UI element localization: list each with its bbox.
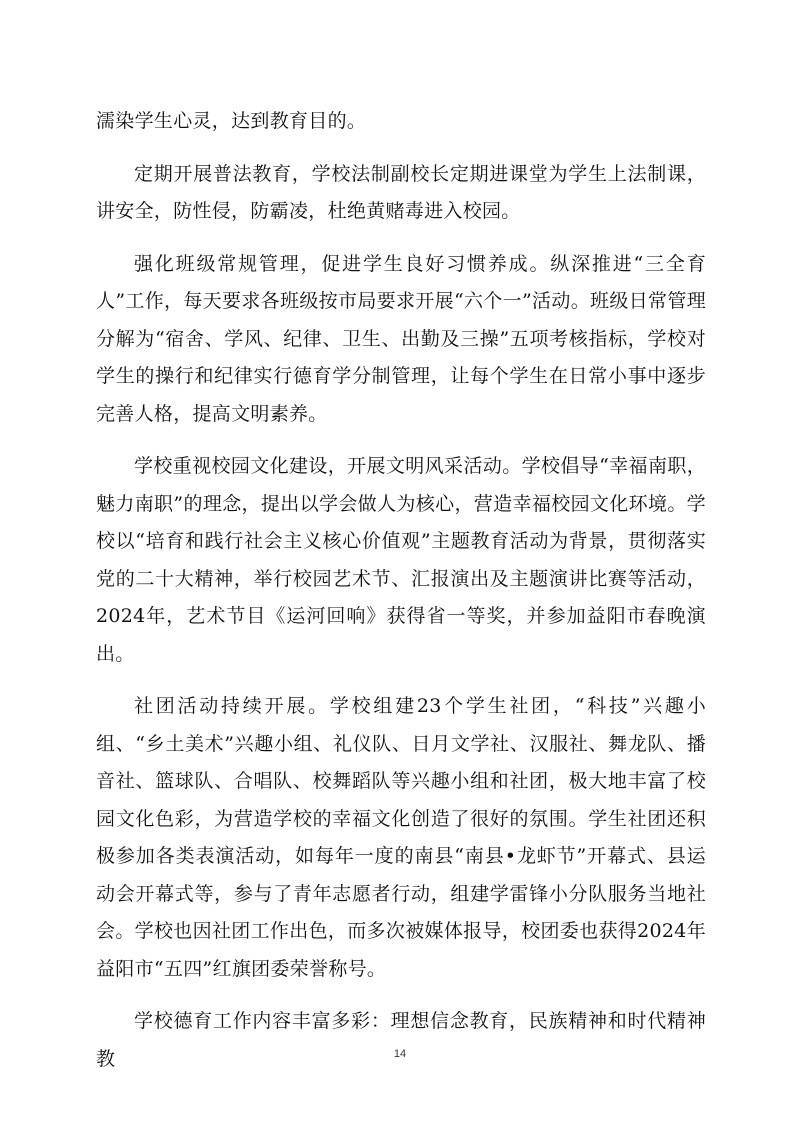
- paragraph-student-clubs: 社团活动持续开展。学校组建23个学生社团，“科技”兴趣小组、“乡土美术”兴趣小组、礼仪队、日月文学社、汉服社、舞龙队、播音社、篮球队、合唱队、校舞蹈队等兴趣小组和社团，极大地丰富了校园文化色彩，为营造学校的幸福文化创造了很好的氛围。学生社团还积极参加各类表演活动，如每年一度的南县“南县•龙虾节”开幕式、县运动会开幕式等，参与了青年志愿者行动，组建学雷锋小分队服务当地社会。学校也因社团工作出色，而多次被媒体报导，校团委也获得2024年益阳市“五四”红旗团委荣誉称号。: [96, 695, 706, 980]
- paragraph-campus-culture: 学校重视校园文化建设，开展文明风采活动。学校倡导“幸福南职，魅力南职”的理念，提出以学会做人为核心，营造幸福校园文化环境。学校以“培育和践行社会主义核心价值观”主题教育活动为背景，贯彻落实党的二十大精神，举行校园艺术节、汇报演出及主题演讲比赛等活动，2024年，艺术节目《运河回响》获得省一等奖，并参加益阳市春晚演出。: [96, 455, 706, 665]
- paragraph-legal-education: 定期开展普法教育，学校法制副校长定期进课堂为学生上法制课，讲安全，防性侵，防霸凌，杜绝黄赌毒进入校园。: [96, 162, 706, 222]
- paragraph-moral-education: 学校德育工作内容丰富多彩：理想信念教育，民族精神和时代精神教: [96, 1010, 706, 1070]
- page-number: 14: [393, 1048, 407, 1060]
- paragraph-class-management: 强化班级常规管理，促进学生良好习惯养成。纵深推进“三全育人”工作，每天要求各班级按市局要求开展“六个一”活动。班级日常管理分解为“宿舍、学风、纪律、卫生、出勤及三操”五项考核指标，学校对学生的操行和纪律实行德育学分制管理，让每个学生在日常小事中逐步完善人格，提高文明素养。: [96, 252, 706, 425]
- paragraph-continuation: 濡染学生心灵，达到教育目的。: [96, 110, 367, 132]
- page-body: [96, 103, 706, 1093]
